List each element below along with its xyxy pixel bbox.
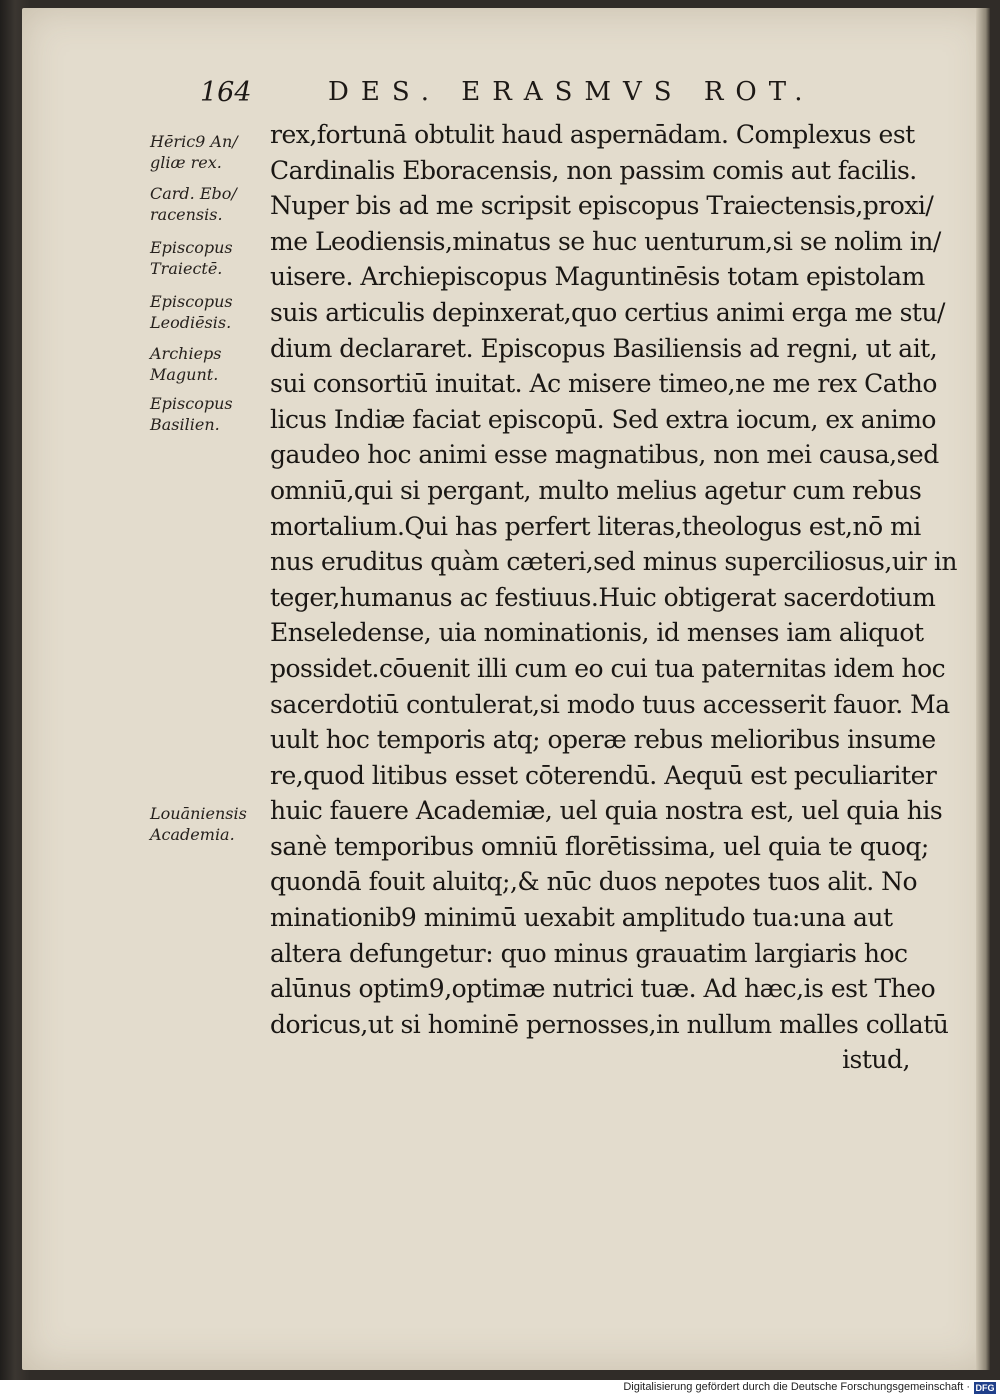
text-line: sanè temporibus omniū florētissima, uel quia te quoq; <box>270 831 929 861</box>
margin-note-line: Card. Ebo/ <box>150 184 237 203</box>
running-head: DES. ERASMVS ROT. <box>328 77 815 107</box>
margin-note-line: Louāniensis <box>150 804 247 823</box>
margin-note <box>150 393 275 435</box>
margin-note-line: Magunt. <box>150 365 219 384</box>
page-header <box>200 77 900 117</box>
text-line: altera defungetur: quo minus grauatim largiaris hoc <box>270 938 908 968</box>
text-line: gaudeo hoc animi esse magnatibus, non mei causa,sed <box>270 440 939 470</box>
margin-note-line: gliæ rex. <box>150 153 222 172</box>
text-line: uisere. Archiepiscopus Maguntinēsis totam epistolam <box>270 262 925 292</box>
dfg-logo-icon: DFG <box>975 1383 995 1393</box>
text-line: rex,fortunā obtulit haud aspernādam. Complexus est <box>270 120 915 149</box>
text-line: alūnus optim9,optimæ nutrici tuæ. Ad hæc,is est Theo <box>270 974 936 1004</box>
margin-note-line: Episcopus <box>150 238 233 257</box>
margin-note-line: Leodiēsis. <box>150 313 232 332</box>
text-line: doricus,ut si hominē pernosses,in nullum malles collatū <box>270 1009 949 1039</box>
margin-note <box>150 131 275 173</box>
text-line: me Leodiensis,minatus se huc uenturum,si se nolim in/ <box>270 226 941 256</box>
margin-note-line: Academia. <box>150 825 235 844</box>
margin-note-line: Episcopus <box>150 394 233 413</box>
text-line: quondā fouit aluitq;,& nūc duos nepotes tuos alit. No <box>270 867 918 897</box>
text-line: Enseledense, uia nominationis, id menses iam aliquot <box>270 618 924 648</box>
text-line: Nuper bis ad me scripsit episcopus Traiectensis,proxi/ <box>270 191 934 221</box>
footer-credit: Digitalisierung gefördert durch die Deutsche Forschungsgemeinschaft · <box>623 1381 970 1393</box>
margin-note-line: Basilien. <box>150 415 220 434</box>
margin-note-line: Archieps <box>150 344 222 363</box>
margin-note-line: racensis. <box>150 205 223 224</box>
page-edge <box>976 8 990 1370</box>
text-line: nus eruditus quàm cæteri,sed minus superciliosus,uir in <box>270 547 957 577</box>
body-text <box>270 117 957 1078</box>
text-line: uult hoc temporis atq; operæ rebus melioribus insume <box>270 725 936 755</box>
text-line: licus Indiæ faciat episcopū. Sed extra iocum, ex animo <box>270 404 936 434</box>
margin-note <box>150 291 275 333</box>
text-line: sui consortiū inuitat. Ac misere timeo,ne me rex Catho <box>270 369 937 399</box>
margin-note <box>150 237 275 279</box>
text-line: re,quod litibus esset cōterendū. Aequū est peculiariter <box>270 760 937 790</box>
margin-note-line: Traiectē. <box>150 259 223 278</box>
margin-note-line: Episcopus <box>150 292 233 311</box>
text-line: omniū,qui si pergant, multo melius agetur cum rebus <box>270 475 922 505</box>
text-line: Cardinalis Eboracensis, non passim comis aut facilis. <box>270 155 917 185</box>
margin-note <box>150 183 275 225</box>
catchword: istud, <box>842 1045 910 1075</box>
text-line: huic fauere Academiæ, uel quia nostra est, uel quia his <box>270 796 943 826</box>
footer-bar <box>0 1380 1000 1397</box>
text-line: mortalium.Qui has perfert literas,theologus est,nō mi <box>270 511 921 541</box>
folio-number: 164 <box>200 77 252 108</box>
text-line: possidet.cōuenit illi cum eo cui tua paternitas idem hoc <box>270 653 946 683</box>
margin-note <box>150 803 275 845</box>
text-line: sacerdotiū contulerat,si modo tuus accesserit fauor. Ma <box>270 689 950 719</box>
text-line: teger,humanus ac festiuus.Huic obtigerat sacerdotium <box>270 582 936 612</box>
text-line: suis articulis depinxerat,quo certius animi erga me stu/ <box>270 297 945 327</box>
margin-note <box>150 343 275 385</box>
margin-note-line: Hēric9 An/ <box>150 132 238 151</box>
text-line: minationib9 minimū uexabit amplitudo tua:una aut <box>270 903 893 933</box>
text-line: dium declararet. Episcopus Basiliensis ad regni, ut ait, <box>270 333 938 363</box>
